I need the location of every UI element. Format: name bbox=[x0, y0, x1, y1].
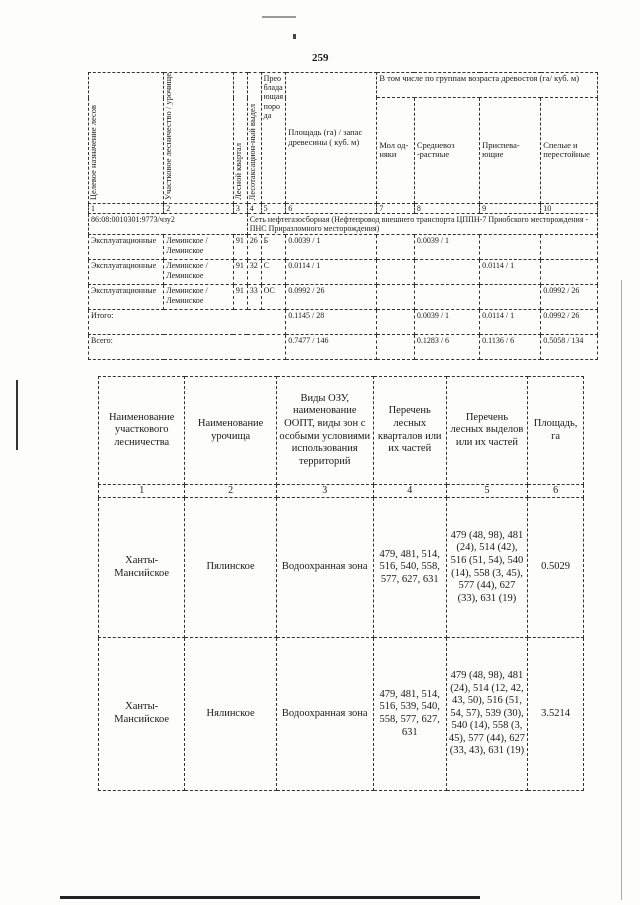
cell-allotments: 479 (48, 98), 481 (24), 514 (12, 42, 43, 50), 516 (51, 54, 57), 539 (30), 540 (14), 558 (3, 45), 577 (44), 627 (33, 43), 631 (19) bbox=[446, 638, 527, 791]
scan-speck bbox=[262, 16, 296, 18]
cell-area: 0.1145 / 28 bbox=[286, 310, 377, 335]
cell-mature bbox=[541, 260, 598, 285]
header-district: Участковое лесничество / урочище bbox=[164, 73, 234, 204]
table-row bbox=[89, 260, 598, 285]
cell-area: 0.5029 bbox=[528, 498, 584, 638]
header-purpose: Целевое назначение лесов bbox=[89, 73, 164, 204]
header-area: Площадь (га) / запас древесины ( куб. м) bbox=[286, 73, 377, 204]
header-area: Площадь, га bbox=[528, 377, 584, 485]
cell-mature: 0.0992 / 26 bbox=[541, 310, 598, 335]
cell-mature bbox=[541, 235, 598, 260]
header-mature: Спелые и перестойные bbox=[541, 98, 598, 204]
header-quarter: Лесной квартал bbox=[233, 73, 247, 204]
cell-ripening: 0.1136 / 6 bbox=[480, 335, 541, 360]
col-num: 2 bbox=[164, 203, 234, 213]
cell-young bbox=[377, 260, 414, 285]
total-row bbox=[89, 310, 598, 335]
col-num: 6 bbox=[528, 485, 584, 498]
cell-young bbox=[377, 310, 414, 335]
scan-bottom-bar bbox=[60, 896, 480, 899]
scan-edge-line bbox=[621, 280, 622, 900]
table-row bbox=[89, 235, 598, 260]
table-row bbox=[89, 285, 598, 310]
cell-quarters: 479, 481, 514, 516, 539, 540, 558, 577, 627, 631 bbox=[373, 638, 446, 791]
cell-area: 0.0992 / 26 bbox=[286, 285, 377, 310]
cell-breed: ОС bbox=[261, 285, 286, 310]
protected-zones-table bbox=[98, 376, 584, 791]
col-num: 6 bbox=[286, 203, 377, 213]
cell-ripening: 0.0114 / 1 bbox=[480, 310, 541, 335]
header-zone: Виды ОЗУ, наименование ООПТ, виды зон с особыми условиями использования территорий bbox=[276, 377, 373, 485]
cell-breed: С bbox=[261, 260, 286, 285]
section-row bbox=[89, 214, 598, 235]
table-row bbox=[99, 638, 584, 791]
cell-district: Ханты-Мансийское bbox=[99, 498, 185, 638]
cell-tract: Пялинское bbox=[185, 498, 277, 638]
cell-ripening bbox=[480, 235, 541, 260]
cell-ripening bbox=[480, 285, 541, 310]
col-num: 9 bbox=[480, 203, 541, 213]
cell-allotment: 32 bbox=[247, 260, 261, 285]
col-num: 5 bbox=[261, 203, 286, 213]
col-num: 8 bbox=[414, 203, 479, 213]
section-id: 86:08:0010301:9773/чзу2 bbox=[89, 214, 248, 235]
column-number-row bbox=[99, 485, 584, 498]
forest-stand-table bbox=[88, 72, 598, 360]
cell-area: 0.0114 / 1 bbox=[286, 260, 377, 285]
cell-area: 0.7477 / 146 bbox=[286, 335, 377, 360]
col-num: 1 bbox=[99, 485, 185, 498]
header-allotment: Лесотаксацион-ный выдел bbox=[247, 73, 261, 204]
cell-quarter: 91 bbox=[233, 285, 247, 310]
header-district: Наименование участкового лесничества bbox=[99, 377, 185, 485]
header-breed: Преобладающая порода bbox=[261, 73, 286, 204]
header-ripening: Приспева-ющие bbox=[480, 98, 541, 204]
cell-purpose: Эксплуатационные bbox=[89, 285, 164, 310]
cell-middle: 0.0039 / 1 bbox=[414, 235, 479, 260]
total-label: Итого: bbox=[89, 310, 286, 335]
cell-middle: 0.0039 / 1 bbox=[414, 310, 479, 335]
cell-quarter: 91 bbox=[233, 235, 247, 260]
page-number: 259 bbox=[312, 52, 329, 64]
grand-total-label: Всего: bbox=[89, 335, 286, 360]
cell-middle bbox=[414, 260, 479, 285]
cell-young bbox=[377, 335, 414, 360]
col-num: 5 bbox=[446, 485, 527, 498]
header-allotments: Перечень лесных выделов или их частей bbox=[446, 377, 527, 485]
cell-zone: Водоохранная зона bbox=[276, 498, 373, 638]
cell-young bbox=[377, 235, 414, 260]
cell-purpose: Эксплуатационные bbox=[89, 235, 164, 260]
table1-header-row bbox=[89, 73, 598, 98]
cell-district: Ханты-Мансийское bbox=[99, 638, 185, 791]
grand-total-row bbox=[89, 335, 598, 360]
cell-middle bbox=[414, 285, 479, 310]
header-tract: Наименование урочища bbox=[185, 377, 277, 485]
cell-district: Леминское / Леминское bbox=[164, 260, 234, 285]
table2-header-row bbox=[99, 377, 584, 485]
scan-edge-mark bbox=[16, 380, 18, 450]
cell-tract: Нялинское bbox=[185, 638, 277, 791]
col-num: 7 bbox=[377, 203, 414, 213]
cell-allotments: 479 (48, 98), 481 (24), 514 (42), 516 (51, 54), 540 (14), 558 (3, 45), 577 (44), 627 (33), 631 (19) bbox=[446, 498, 527, 638]
col-num: 3 bbox=[233, 203, 247, 213]
cell-quarters: 479, 481, 514, 516, 540, 558, 577, 627, 631 bbox=[373, 498, 446, 638]
cell-allotment: 26 bbox=[247, 235, 261, 260]
cell-zone: Водоохранная зона bbox=[276, 638, 373, 791]
column-number-row bbox=[89, 203, 598, 213]
col-num: 4 bbox=[247, 203, 261, 213]
col-num: 10 bbox=[541, 203, 598, 213]
cell-district: Леминское / Леминское bbox=[164, 285, 234, 310]
table-row bbox=[99, 498, 584, 638]
cell-area: 3.5214 bbox=[528, 638, 584, 791]
header-middle: Средневоз -растные bbox=[414, 98, 479, 204]
cell-district: Леминское / Леминское bbox=[164, 235, 234, 260]
header-quarters: Перечень лесных кварталов или их частей bbox=[373, 377, 446, 485]
scan-speck bbox=[293, 34, 296, 39]
header-young: Мол од-няки bbox=[377, 98, 414, 204]
cell-purpose: Эксплуатационные bbox=[89, 260, 164, 285]
cell-mature: 0.5058 / 134 bbox=[541, 335, 598, 360]
cell-allotment: 33 bbox=[247, 285, 261, 310]
section-description: Сеть нефтегазосборная (Нефтепровод внешнего транспорта ЦППН-7 Приобского месторождения - ПНС Приразломного месторождения) bbox=[247, 214, 597, 235]
cell-breed: Б bbox=[261, 235, 286, 260]
cell-quarter: 91 bbox=[233, 260, 247, 285]
col-num: 1 bbox=[89, 203, 164, 213]
cell-young bbox=[377, 285, 414, 310]
col-num: 2 bbox=[185, 485, 277, 498]
col-num: 3 bbox=[276, 485, 373, 498]
cell-mature: 0.0992 / 26 bbox=[541, 285, 598, 310]
cell-ripening: 0.0114 / 1 bbox=[480, 260, 541, 285]
cell-middle: 0.1283 / 6 bbox=[414, 335, 479, 360]
cell-area: 0.0039 / 1 bbox=[286, 235, 377, 260]
header-age-group: В том числе по группам возраста древостоя (га/ куб. м) bbox=[377, 73, 598, 98]
col-num: 4 bbox=[373, 485, 446, 498]
